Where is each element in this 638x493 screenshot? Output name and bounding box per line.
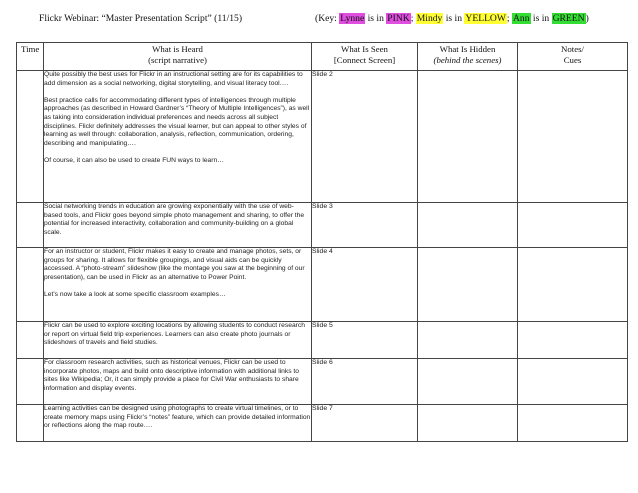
key-separator: ; — [410, 13, 416, 24]
narrative-cell — [44, 248, 312, 322]
table-row — [17, 203, 628, 248]
key-text: is in — [530, 13, 552, 24]
document-header — [39, 13, 609, 27]
table-row — [17, 405, 628, 442]
notes-sublabel: Cues — [563, 54, 582, 65]
lynne-name: Lynne — [340, 13, 365, 24]
hidden-cell — [418, 359, 518, 405]
narrative-cell — [44, 359, 312, 405]
notes-cell — [518, 359, 628, 405]
narrative-paragraph: Best practice calls for accommodating different types of intelligences through multiple approaches (as described in Howard Gardner’s “Theory of Multiple Intelligences”), as well as taking into consideration individual preferences and needs across all subject disciplines. Flickr definitely addresses the visual learner, but can appeal to other styles of learning as well through: collaboration, analysis, reflection, communication, ordering, describing and manipulating…. — [44, 96, 310, 147]
notes-cell — [518, 322, 628, 359]
narrative-paragraph: Social networking trends in education are growing exponentially with the use of web-based tools, and Flickr goes beyond simple photo management and sharing, to offer the potential for increased interactivity, collaboration and community-building on a global scale. — [44, 203, 305, 236]
seen-sublabel: [Connect Screen] — [333, 54, 396, 65]
notes-cell — [518, 248, 628, 322]
time-cell — [17, 203, 44, 248]
seen-cell: Slide 7 — [312, 405, 418, 442]
heard-label: What is Heard — [152, 44, 203, 54]
lynne-color: PINK — [387, 13, 410, 24]
column-header-seen — [312, 43, 418, 71]
key-text: is in — [365, 13, 387, 24]
table-row — [17, 322, 628, 359]
narrative-paragraph: Let’s now take a look at some specific classroom examples… — [44, 290, 226, 298]
table-row — [17, 248, 628, 322]
column-header-hidden — [418, 43, 518, 71]
seen-label: What Is Seen — [341, 44, 388, 54]
seen-cell: Slide 2 — [312, 71, 418, 203]
time-cell — [17, 248, 44, 322]
narrative-paragraph: For classroom research activities, such as historical venues, Flickr can be used to incorporate photos, maps and build onto descriptive information with additional links to sites like Wikipedia; Or, it can simply provide a place for Civil War enthusiasts to share information and display events. — [44, 359, 300, 392]
time-label: Time — [21, 44, 40, 54]
narrative-cell — [44, 71, 312, 203]
notes-cell — [518, 71, 628, 203]
narrative-cell — [44, 405, 312, 442]
notes-label: Notes/ — [561, 44, 584, 54]
ann-name: Ann — [513, 13, 530, 24]
hidden-sublabel: (behind the scenes) — [433, 54, 502, 65]
time-cell — [17, 322, 44, 359]
hidden-cell — [418, 203, 518, 248]
narrative-paragraph: Quite possibly the best uses for Flickr in an instructional setting are for its capabilities to add dimension as a social networking, digital storytelling, and visual literacy tool…. — [44, 71, 303, 87]
key-separator: ; — [506, 13, 512, 24]
hidden-cell — [418, 405, 518, 442]
table-row — [17, 359, 628, 405]
ann-color: GREEN — [552, 13, 585, 24]
column-header-time — [17, 43, 44, 71]
time-cell — [17, 71, 44, 203]
hidden-cell — [418, 322, 518, 359]
hidden-cell — [418, 71, 518, 203]
narrative-paragraph: Flickr can be used to explore exciting locations by allowing students to conduct research or report on virtual field trip experiences. Learners can also create photo journals or slideshows of travels and field studies. — [44, 322, 305, 347]
narrative-paragraph: Learning activities can be designed using photographs to create virtual timelines, or to create memory maps using Flickr’s “notes” feature, which can provide detailed information or reflections along the map route…. — [44, 405, 311, 430]
document-title: Flickr Webinar: “Master Presentation Script” (11/15) — [39, 13, 243, 24]
narrative-cell — [44, 203, 312, 248]
column-header-heard — [44, 43, 312, 71]
notes-cell — [518, 203, 628, 248]
narrative-paragraph: For an instructor or student, Flickr makes it easy to create and manage photos, sets, or groups for sharing. It allows for flexible groupings, and visual aids can be quickly accessed. A “photo-stream” slideshow (like the montage you saw at the beginning of our presentation), can be used in Flickr as an alternative to Power Point. — [44, 248, 305, 281]
table-header-row — [17, 43, 628, 71]
time-cell — [17, 405, 44, 442]
script-table — [16, 42, 628, 442]
hidden-cell — [418, 248, 518, 322]
narrative-cell — [44, 322, 312, 359]
time-cell — [17, 359, 44, 405]
presenter-color-key — [315, 13, 589, 24]
key-prefix: (Key: — [315, 13, 340, 24]
key-suffix: ) — [585, 13, 589, 24]
column-header-notes — [518, 43, 628, 71]
mindy-name: Mindy — [416, 13, 443, 24]
table-row — [17, 71, 628, 203]
key-text: is in — [443, 13, 465, 24]
mindy-color: YELLOW — [465, 13, 506, 24]
heard-sublabel: (script narrative) — [148, 54, 207, 65]
seen-cell: Slide 5 — [312, 322, 418, 359]
seen-cell: Slide 3 — [312, 203, 418, 248]
narrative-paragraph: Of course, it can also be used to create FUN ways to learn… — [44, 156, 224, 164]
seen-cell: Slide 4 — [312, 248, 418, 322]
notes-cell — [518, 405, 628, 442]
seen-cell: Slide 6 — [312, 359, 418, 405]
hidden-label: What Is Hidden — [439, 44, 496, 54]
